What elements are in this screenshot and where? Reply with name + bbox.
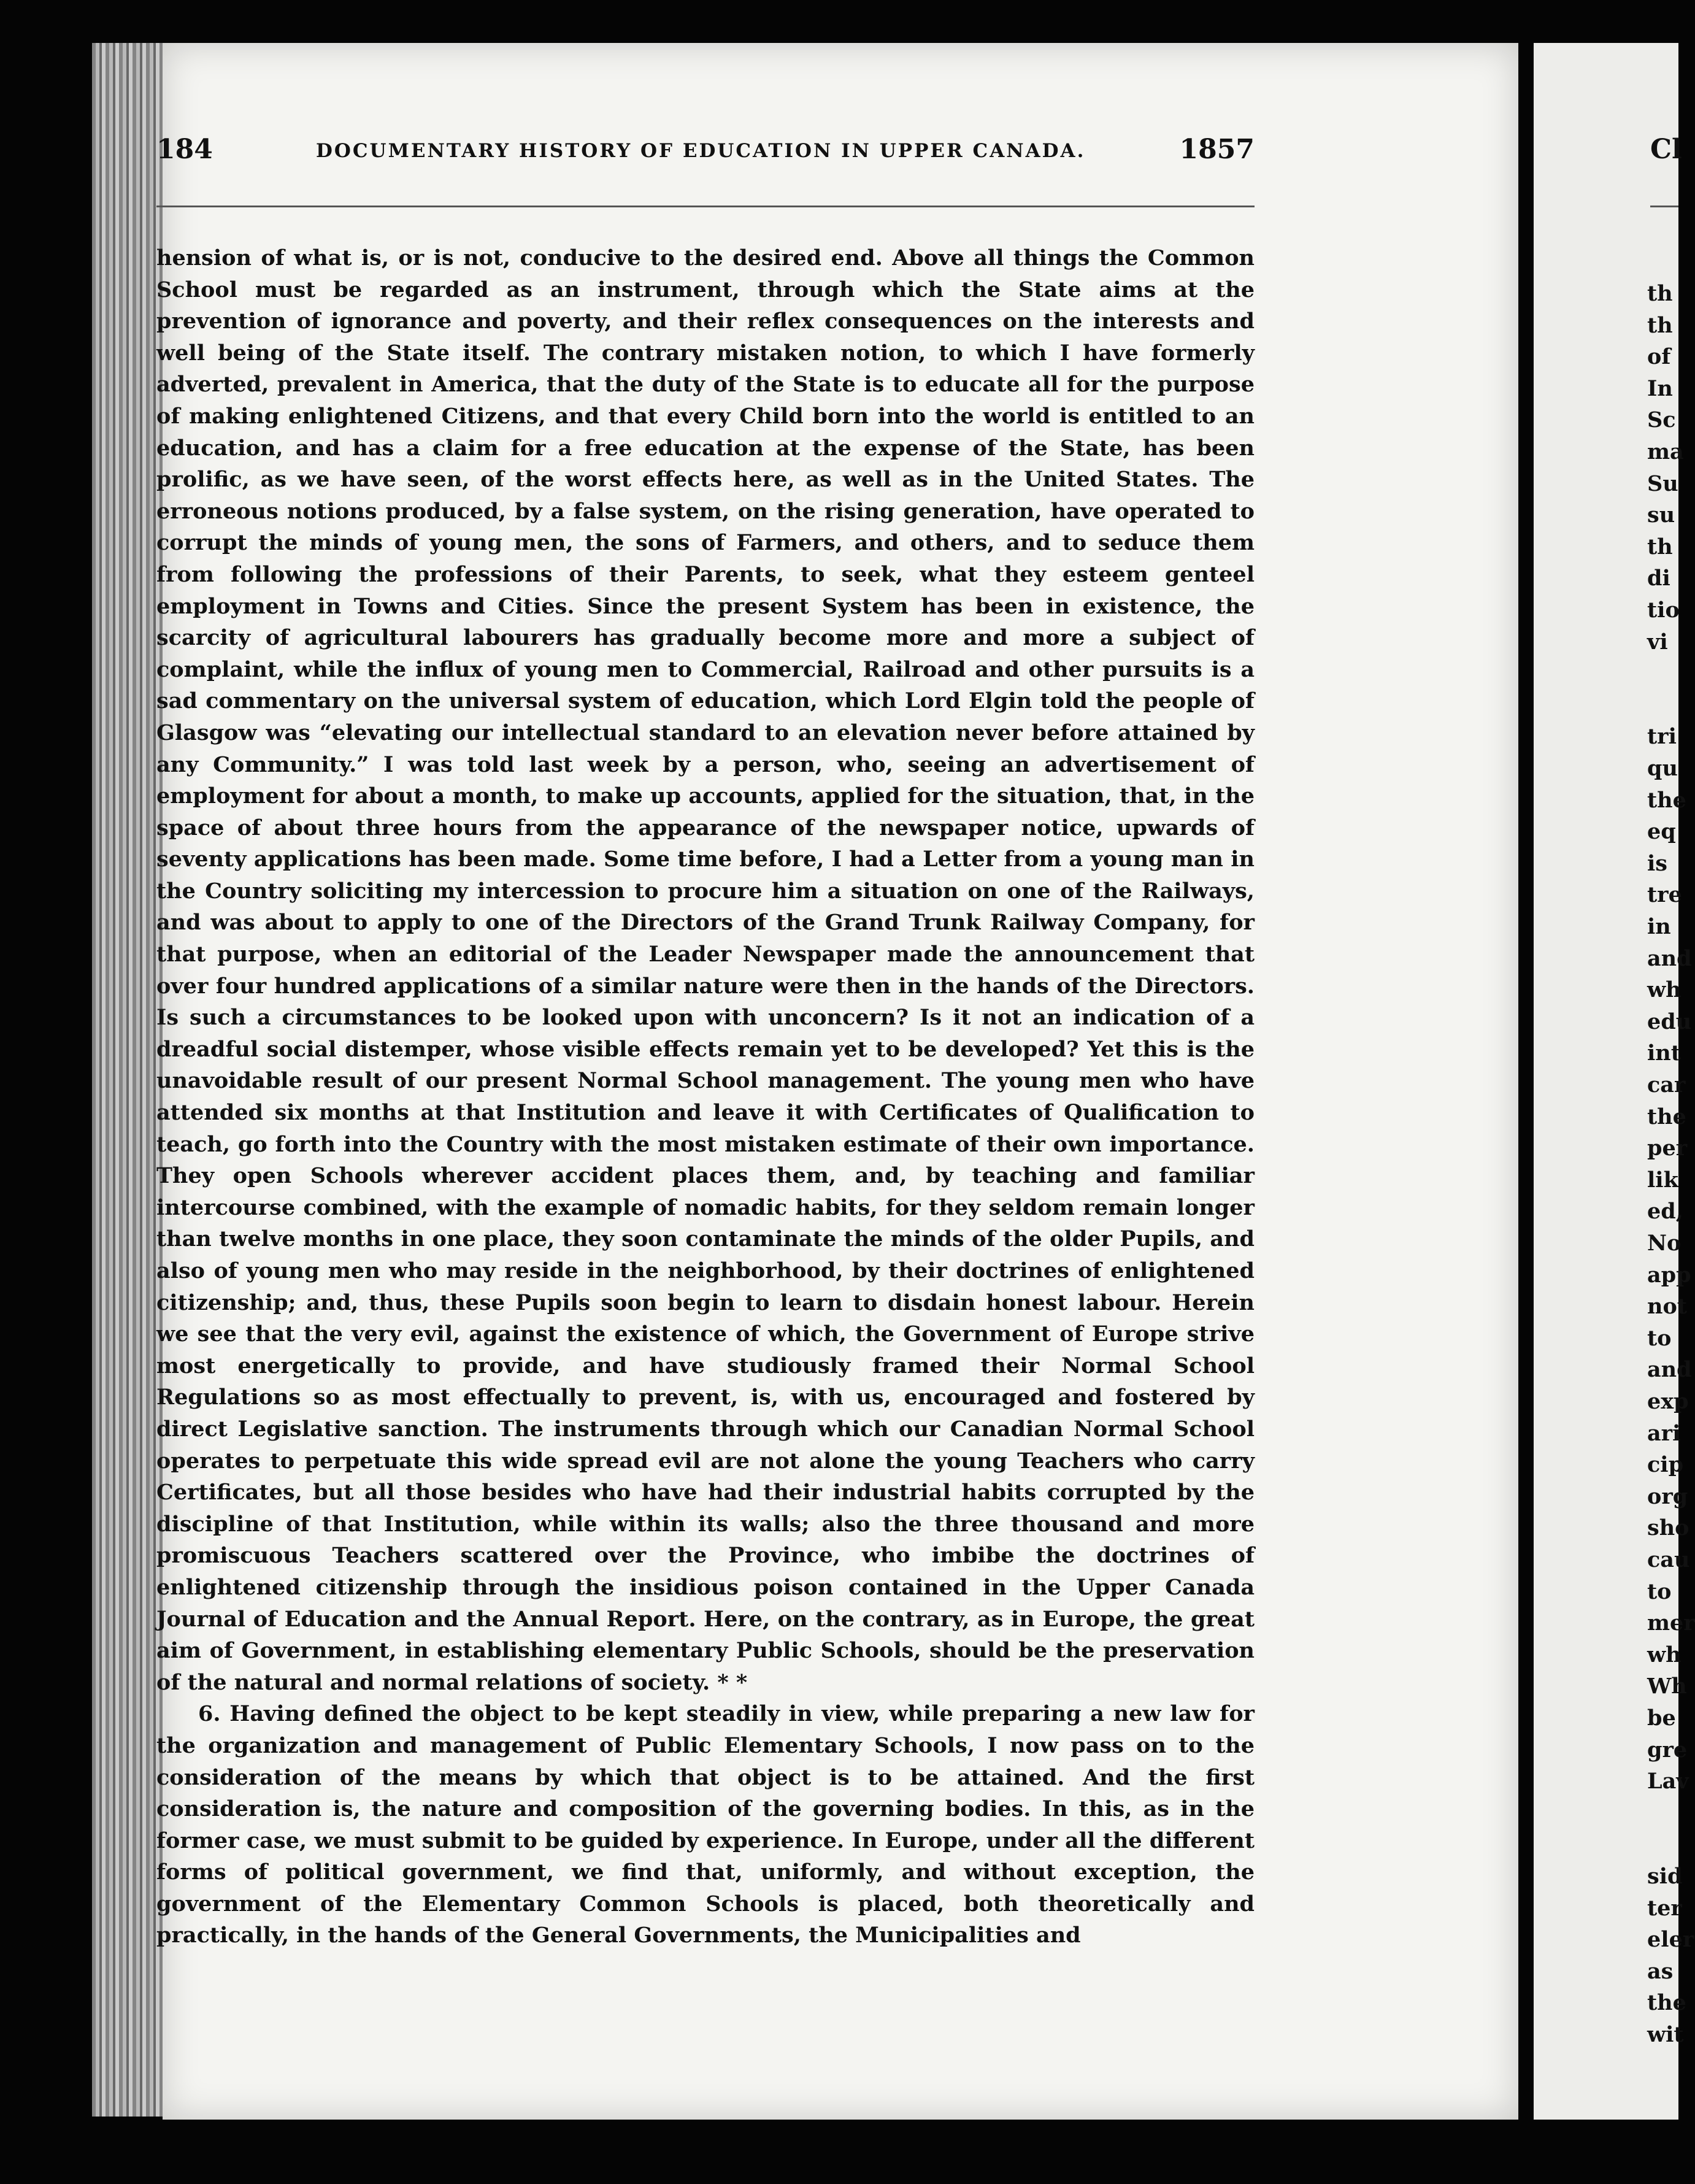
adjacent-page-line: No (1647, 1231, 1682, 1256)
adjacent-page-line: to (1647, 1578, 1672, 1604)
adjacent-page-line: to (1647, 1325, 1672, 1351)
adjacent-page-line: eler (1647, 1927, 1694, 1953)
adjacent-page-line: tre (1647, 882, 1682, 908)
adjacent-page-line: int (1647, 1040, 1681, 1066)
adjacent-page-line: the (1647, 787, 1686, 813)
adjacent-page-line: the (1647, 1990, 1686, 2016)
adjacent-page-line: In (1647, 375, 1673, 401)
adjacent-page-line: gre (1647, 1737, 1688, 1763)
adjacent-page-line: edu (1647, 1009, 1692, 1034)
adjacent-page-line: eq (1647, 819, 1676, 845)
adjacent-page-line: wh (1647, 977, 1682, 1003)
adjacent-page-line: and (1647, 1357, 1692, 1383)
adjacent-page-line: tri (1647, 724, 1677, 750)
adjacent-page-rule (1650, 206, 1678, 207)
adjacent-page-line: cau (1647, 1547, 1690, 1572)
adjacent-page-line: vi (1647, 629, 1668, 655)
adjacent-page-line: Lav (1647, 1769, 1689, 1794)
adjacent-page-line: di (1647, 566, 1670, 591)
page-header (156, 134, 1255, 183)
body-text (156, 242, 1255, 1951)
adjacent-page-line: ed, (1647, 1199, 1683, 1225)
adjacent-page-line: th (1647, 312, 1673, 338)
adjacent-page-line: not (1647, 1294, 1687, 1320)
paragraph-section-6: 6. Having defined the object to be kept steadily in view, while preparing a new law for the organization and management of Public Elementary Schools, I now pass on to the consideration of the means by which that object is to be attained. And the first consideration is, the nature and composition of the governing bodies. In this, as in the former case, we must submit to be guided by experience. In Europe, under all the different forms of political government, we find that, uniformly, and without exception, the government of the Elementary Common Schools is placed, both theoretically and practically, in the hands of the General Governments, the Municipalities and (156, 1701, 1255, 1948)
adjacent-page-line: app (1647, 1262, 1691, 1288)
adjacent-page-line: of (1647, 344, 1671, 370)
adjacent-page-line: lik (1647, 1167, 1678, 1193)
adjacent-page-line: org (1647, 1483, 1688, 1509)
adjacent-page-line: su (1647, 502, 1675, 528)
adjacent-page-line: car (1647, 1072, 1686, 1098)
adjacent-page-line: wh (1647, 1642, 1682, 1667)
page-year: 1857 (1179, 134, 1255, 165)
adjacent-page-line: Sc (1647, 407, 1676, 433)
adjacent-page-line: tio (1647, 598, 1680, 623)
paragraph-continued: hension of what is, or is not, conducive to the desired end. Above all things the Common School must be regarded as an instrument, through which the State aims at the prevention of ignorance and poverty, and their reflex consequences on the interests and well being of the State itself. The contrary mistaken notion, to which I have formerly adverted, prevalent in America, that the duty of the State is to educate all for the purpose of making enlightened Citizens, and that every Child born into the world is entitled to an education, and has a claim for a free education at the expense of the State, has been prolific, as we have seen, of the worst effects here, as well as in the United States. The erroneous notions produced, by a false system, on the rising generation, have operated to corrupt the minds of young men, the sons of Farmers, and others, and to seduce them from following the professions of their Parents, to seek, what they esteem genteel employment in Towns and Cities. Since the present System has been in existence, the scarcity of agricultural labourers has gradually become more and more a subject of complaint, while the influx of young men to Commercial, Railroad and other pursuits is a sad commentary on the universal system of education, which Lord Elgin told the people of Glasgow was “elevating our intellectual standard to an elevation never before attained by any Community.” I was told last week by a person, who, seeing an advertisement of employment for about a month, to make up accounts, applied for the situation, that, in the space of about three hours from the appearance of the newspaper notice, upwards of seventy applications has been made. Some time before, I had a Letter from a young man in the Country soliciting my intercession to procure him a situation on one of the Railways, and was about to apply to one of the Directors of the Grand Trunk Railway Company, for that purpose, when an editorial of the Leader Newspaper made the announcement that over four hundred applications of a similar nature were then in the hands of the Directors. Is such a circumstances to be looked upon with unconcern? Is it not an indication of a dreadful social distemper, whose visible effects remain yet to be developed? Yet this is the unavoidable result of our present Normal School management. The young men who have attended six months at that Institution and leave it with Certificates of Qualification to teach, go forth into the Country with the most mistaken estimate of their own importance. They open Schools wherever accident places them, and, by teaching and familiar intercourse combined, with the example of nomadic habits, for they seldom remain longer than twelve months in one place, they soon contaminate the minds of the older Pupils, and also of young men who may reside in the neighborhood, by their doctrines of enlightened citizenship; and, thus, these Pupils soon begin to learn to disdain honest labour. Herein we see that the very evil, against the existence of which, the Government of Europe strive most energetically to provide, and have studiously framed their Normal School Regulations so as most effectually to prevent, is, with us, encouraged and fostered by direct Legislative sanction. The instruments through which our Canadian Normal School operates to perpetuate this wide spread evil are not alone the young Teachers who carry Certificates, but all those besides who have had their industrial habits corrupted by the discipline of that Institution, while within its walls; also the three thousand and more promiscuous Teachers scattered over the Province, who imbibe the doctrines of enlightened citizenship through the insidious poison contained in the Upper Canada Journal of Education and the Annual Report. Here, on the contrary, as in Europe, the great aim of Government, in establishing elementary Public Schools, should be the preservation of the natural and normal relations of society. * * (156, 245, 1255, 1695)
adjacent-page-line: ari (1647, 1420, 1681, 1446)
adjacent-page-line: mer (1647, 1610, 1695, 1636)
adjacent-page-line: is (1647, 850, 1668, 876)
adjacent-page-line: the (1647, 1104, 1686, 1129)
header-rule (156, 206, 1255, 207)
adjacent-page-line: cip (1647, 1452, 1684, 1478)
adjacent-page-line: be (1647, 1705, 1676, 1731)
running-title: DOCUMENTARY HISTORY OF EDUCATION IN UPPER CANADA. (316, 140, 1086, 162)
adjacent-page-line: and (1647, 945, 1692, 971)
adjacent-page-line: sho (1647, 1515, 1689, 1541)
adjacent-page-line: in (1647, 914, 1671, 939)
adjacent-page-line: ma (1647, 439, 1684, 464)
page-number: 184 (156, 134, 213, 165)
adjacent-page-line: wit (1647, 2022, 1684, 2047)
adjacent-page-line: per (1647, 1136, 1688, 1161)
adjacent-page-line: th (1647, 281, 1673, 306)
adjacent-page-line: Su (1647, 471, 1678, 496)
adjacent-page-line: exp (1647, 1389, 1689, 1414)
adjacent-page-line: ter (1647, 1895, 1682, 1921)
adjacent-page-line: qu (1647, 756, 1678, 781)
adjacent-page-line: as (1647, 1958, 1674, 1984)
adjacent-page-header: Cl (1650, 134, 1682, 165)
adjacent-page-line: Wh (1647, 1674, 1687, 1699)
adjacent-page-line: sid (1647, 1864, 1683, 1889)
adjacent-page-line: th (1647, 534, 1673, 559)
